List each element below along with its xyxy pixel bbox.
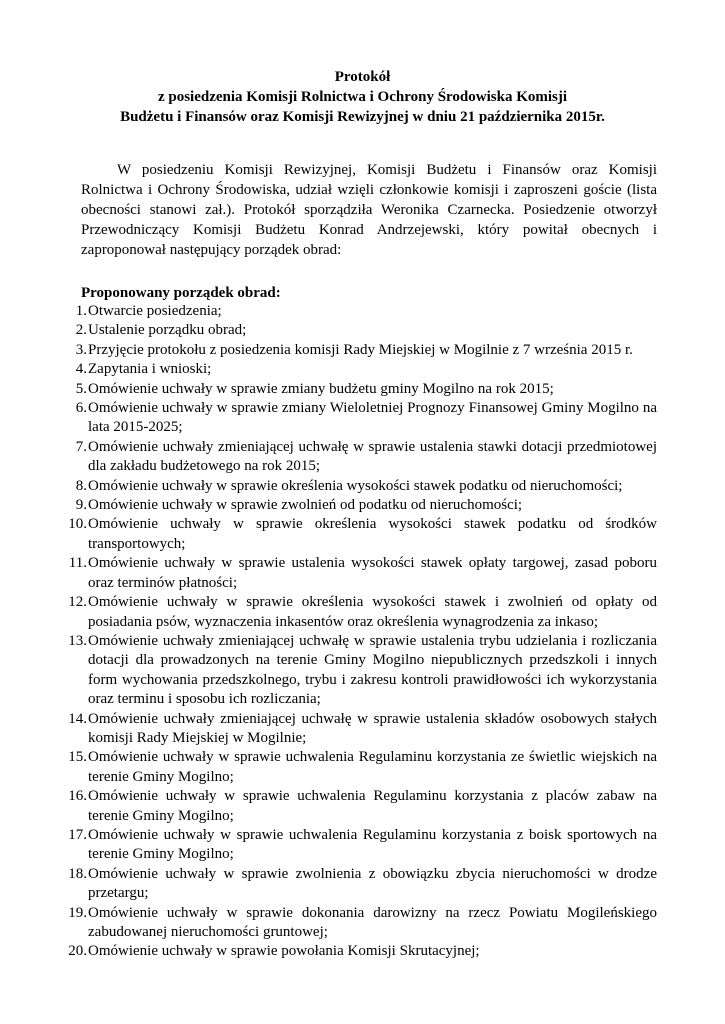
agenda-item [60, 554, 657, 593]
agenda-item [60, 341, 657, 360]
agenda-item-number: 7. [75, 438, 87, 455]
agenda-item-text: Otwarcie posiedzenia; [88, 303, 222, 319]
agenda-item-text: Omówienie uchwały w sprawie dokonania darowizny na rzecz Powiatu Mogileńskiego zabudowanej nieruchomości gruntowej; [88, 904, 657, 940]
agenda-item [60, 593, 657, 632]
agenda-item [60, 302, 657, 321]
agenda-item-number: 18. [68, 865, 87, 882]
agenda-item [60, 438, 657, 477]
agenda-item [60, 710, 657, 749]
agenda-item-number: 11. [68, 555, 87, 572]
agenda-item-text: Zapytania i wnioski; [88, 361, 212, 378]
agenda-item [60, 787, 657, 826]
agenda-heading: Proponowany porządek obrad: [81, 285, 281, 301]
agenda-item [60, 865, 657, 904]
document-title [60, 67, 665, 127]
agenda-item-text: Omówienie uchwały zmieniającej uchwałę w sprawie ustalenia trybu udzielania i rozliczania dotacji dla prowadzonych na terenie Gminy Mogilno niepublicznych przedszkoli i innych form wychowania przedszkolnego, trybu i zakresu kontroli prawidłowości ich wykorzystania oraz terminu i sposobu ich rozliczania; [88, 632, 657, 708]
agenda-item-number: 8. [75, 477, 87, 494]
agenda-item-text: Omówienie uchwały w sprawie powołania Komisji Skrutacyjnej; [88, 943, 480, 960]
agenda-item-number: 13. [68, 632, 87, 649]
agenda-item-number: 15. [68, 749, 87, 766]
agenda-item-text: Omówienie uchwały w sprawie określenia wysokości stawek i zwolnień od opłaty od posiadania psów, wyznaczenia inkasentów oraz określenia wynagrodzenia za inkaso; [88, 594, 657, 630]
agenda-item [60, 399, 657, 438]
agenda-item [60, 904, 657, 943]
agenda-item [60, 515, 657, 554]
agenda-item-text: Omówienie uchwały zmieniającej uchwałę w sprawie ustalenia składów osobowych stałych komisji Rady Miejskiej w Mogilnie; [88, 710, 657, 746]
agenda-item-text: Omówienie uchwały w sprawie określenia wysokości stawek podatku od nieruchomości; [88, 477, 623, 494]
agenda-item [60, 360, 657, 379]
agenda-item-number: 14. [68, 710, 87, 727]
agenda-item [60, 748, 657, 787]
agenda-item-text: Omówienie uchwały w sprawie ustalenia wysokości stawek opłaty targowej, zasad poboru oraz terminów płatności; [88, 555, 657, 591]
agenda-item-number: 9. [75, 497, 87, 514]
agenda-item-number: 5. [75, 380, 87, 397]
agenda-item [60, 321, 657, 340]
agenda-item-text: Omówienie uchwały w sprawie uchwalenia Regulaminu korzystania z placów zabaw na terenie Gminy Mogilno; [88, 788, 657, 824]
agenda-item [60, 632, 657, 710]
title-line-3: Budżetu i Finansów oraz Komisji Rewizyjnej w dniu 21 października 2015r. [120, 109, 605, 125]
agenda-item-text: Omówienie uchwały w sprawie zmiany budżetu gminy Mogilno na rok 2015; [88, 380, 554, 397]
agenda-item [60, 380, 657, 399]
agenda-item-text: Omówienie uchwały zmieniającej uchwałę w sprawie ustalenia stawki dotacji przedmiotowej dla zakładu budżetowego na rok 2015; [88, 438, 657, 475]
agenda-item-number: 10. [68, 516, 87, 533]
agenda-item-number: 17. [68, 826, 87, 843]
title-line-2: z posiedzenia Komisji Rolnictwa i Ochrony Środowiska Komisji [157, 89, 568, 105]
intro-paragraph: W posiedzeniu Komisji Rewizyjnej, Komisji Budżetu i Finansów oraz Komisji Rolnictwa i Ochrony Środowiska, udział wzięli członkowie komisji i zaproszeni goście (lista obecności stanowi zał.). Protokół sporządziła Weronika Czarnecka. Posiedzenie otworzył Przewodniczący Komisji Budżetu Konrad Andrzejewski, który powitał obecnych i zaproponował następujący porządek obrad: [81, 162, 657, 258]
title-line-1: Protokół [334, 69, 391, 85]
agenda-item-number: 19. [68, 904, 87, 921]
agenda-item-text: Omówienie uchwały w sprawie określenia wysokości stawek podatku od środków transportowych; [88, 516, 657, 552]
agenda-item-text: Ustalenie porządku obrad; [88, 322, 247, 339]
agenda-item-number: 1. [75, 303, 87, 319]
agenda-item-text: Omówienie uchwały w sprawie zwolnienia z obowiązku zbycia nieruchomości w drodze przetargu; [88, 865, 657, 902]
agenda-item-number: 12. [68, 594, 87, 611]
agenda-item-number: 2. [75, 322, 87, 339]
agenda-item-number: 3. [75, 341, 87, 358]
agenda-item-text: Omówienie uchwały w sprawie uchwalenia Regulaminu korzystania z boisk sportowych na terenie Gminy Mogilno; [88, 826, 657, 863]
agenda-item-text: Przyjęcie protokołu z posiedzenia komisji Rady Miejskiej w Mogilnie z 7 września 2015 r. [88, 341, 633, 358]
agenda-item-number: 6. [75, 400, 87, 417]
agenda-item-number: 20. [68, 943, 87, 960]
agenda-item [60, 477, 657, 496]
agenda-item-text: Omówienie uchwały w sprawie zwolnień od podatku od nieruchomości; [88, 497, 523, 514]
agenda-item-text: Omówienie uchwały w sprawie zmiany Wieloletniej Prognozy Finansowej Gminy Mogilno na lata 2015-2025; [88, 400, 657, 436]
agenda-list [60, 302, 657, 962]
agenda-item [60, 826, 657, 865]
agenda-item [60, 942, 657, 961]
agenda-item-number: 4. [75, 361, 87, 378]
agenda-item-text: Omówienie uchwały w sprawie uchwalenia Regulaminu korzystania ze świetlic wiejskich na terenie Gminy Mogilno; [88, 749, 657, 785]
agenda-item [60, 496, 657, 515]
agenda-item-number: 16. [68, 788, 87, 805]
